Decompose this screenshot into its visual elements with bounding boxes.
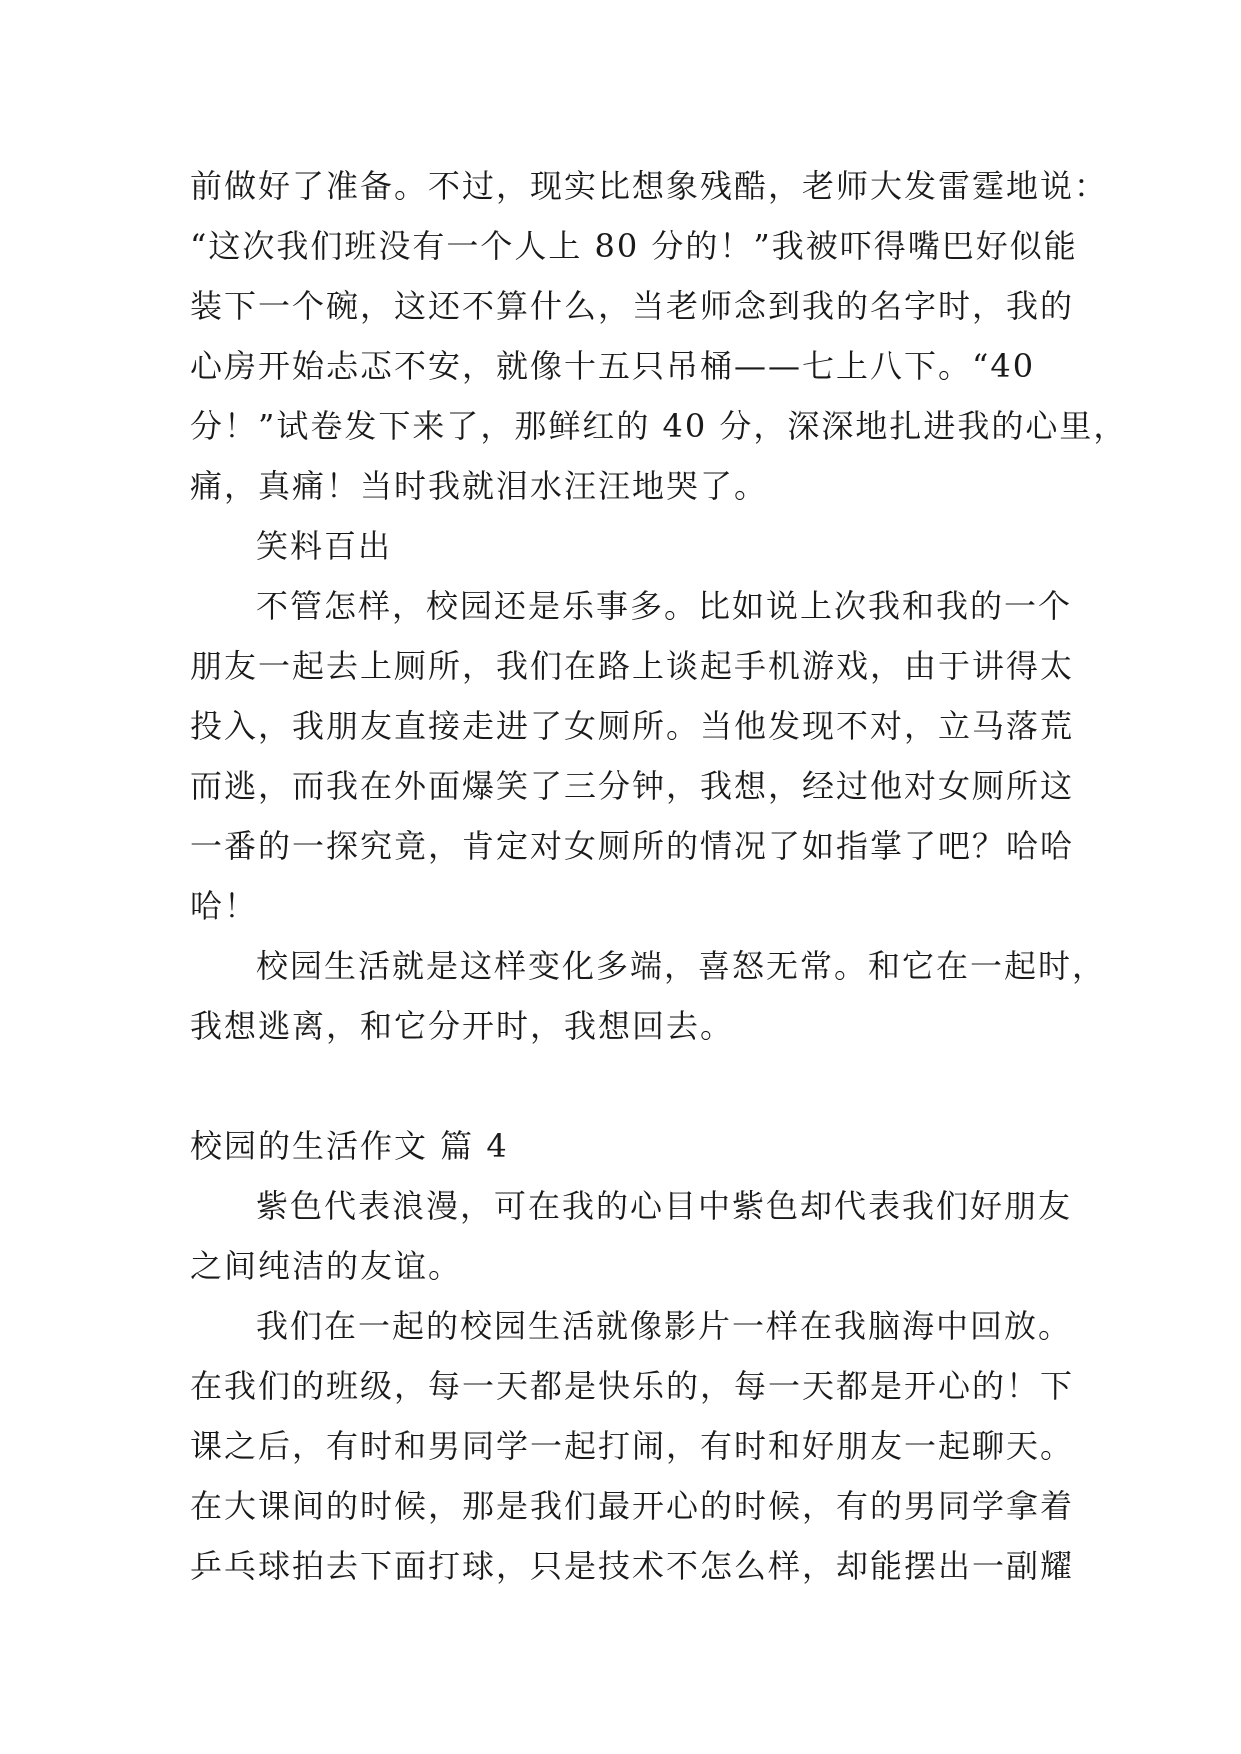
paragraph-line: “这次我们班没有一个人上 80 分的！”我被吓得嘴巴好似能	[190, 227, 1078, 265]
paragraph-line: 投入，我朋友直接走进了女厕所。当他发现不对，立马落荒	[190, 707, 1075, 745]
paragraph-line: 在大课间的时候，那是我们最开心的时候，有的男同学拿着	[190, 1487, 1075, 1525]
paragraph-line: 之间纯洁的友谊。	[190, 1247, 463, 1285]
paragraph-line: 心房开始忐忑不安，就像十五只吊桶——七上八下。“40	[190, 347, 1036, 385]
paragraph-line: 痛，真痛！当时我就泪水汪汪地哭了。	[190, 467, 769, 505]
paragraph-line: 前做好了准备。不过，现实比想象残酷，老师大发雷霆地说：	[190, 167, 1109, 205]
paragraph-line: 课之后，有时和男同学一起打闹，有时和好朋友一起聊天。	[190, 1427, 1075, 1465]
paragraph-line: 分！”试卷发下来了，那鲜红的 40 分，深深地扎进我的心里，	[190, 407, 1128, 445]
paragraph-line: 哈！	[190, 887, 259, 925]
paragraph-line: 在我们的班级，每一天都是快乐的，每一天都是开心的！下	[190, 1367, 1075, 1405]
paragraph-line: 我想逃离，和它分开时，我想回去。	[190, 1007, 735, 1045]
paragraph-line: 一番的一探究竟，肯定对女厕所的情况了如指掌了吧？哈哈	[190, 827, 1075, 865]
paragraph-line: 朋友一起去上厕所，我们在路上谈起手机游戏，由于讲得太	[190, 647, 1075, 685]
paragraph-line: 乒乓球拍去下面打球，只是技术不怎么样，却能摆出一副耀	[190, 1547, 1075, 1585]
paragraph-line: 校园生活就是这样变化多端，喜怒无常。和它在一起时，	[256, 947, 1107, 985]
section-title: 校园的生活作文 篇 4	[190, 1127, 509, 1165]
paragraph-line: 紫色代表浪漫，可在我的心目中紫色却代表我们好朋友	[256, 1187, 1073, 1225]
subheading: 笑料百出	[256, 527, 393, 565]
paragraph-line: 我们在一起的校园生活就像影片一样在我脑海中回放。	[256, 1307, 1073, 1345]
paragraph-line: 而逃，而我在外面爆笑了三分钟，我想，经过他对女厕所这	[190, 767, 1075, 805]
paragraph-line: 不管怎样，校园还是乐事多。比如说上次我和我的一个	[256, 587, 1073, 625]
paragraph-line: 装下一个碗，这还不算什么，当老师念到我的名字时，我的	[190, 287, 1075, 325]
